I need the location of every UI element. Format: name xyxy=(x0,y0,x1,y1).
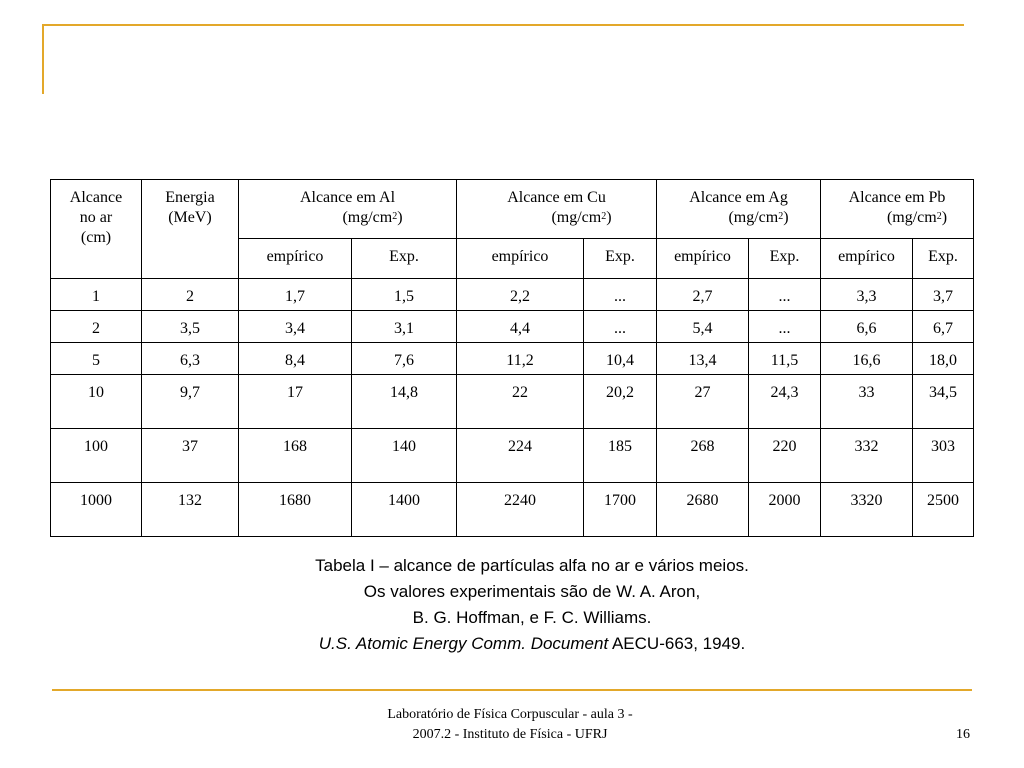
table-cell: 33 xyxy=(821,375,913,429)
table-cell: 185 xyxy=(584,429,657,483)
table-cell: 4,4 xyxy=(457,311,584,343)
subheader-cell: empírico xyxy=(657,239,749,279)
table-cell: 1000 xyxy=(51,483,142,537)
caption-line: Tabela I – alcance de partículas alfa no ar e vários meios. xyxy=(315,556,749,575)
table-cell: 1400 xyxy=(352,483,457,537)
table-cell: 140 xyxy=(352,429,457,483)
header-range-ag: Alcance em Ag $(mg/cm^2)$ xyxy=(657,180,821,239)
table-cell: 1,7 xyxy=(239,279,352,311)
table-cell: 6,7 xyxy=(913,311,974,343)
bottom-accent-line xyxy=(52,689,972,691)
table-cell: ... xyxy=(749,279,821,311)
subheader-cell: empírico xyxy=(457,239,584,279)
caption-document-title: U.S. Atomic Energy Comm. Document xyxy=(318,634,609,653)
subheader-cell: empírico xyxy=(821,239,913,279)
table-cell: 3,1 xyxy=(352,311,457,343)
table-cell: 3,7 xyxy=(913,279,974,311)
table-row xyxy=(51,375,974,429)
table-cell: 100 xyxy=(51,429,142,483)
slide-footer xyxy=(340,705,680,745)
table-cell: 268 xyxy=(657,429,749,483)
table-cell: 37 xyxy=(142,429,239,483)
table-cell: 24,3 xyxy=(749,375,821,429)
table-cell: 20,2 xyxy=(584,375,657,429)
table-cell: 1,5 xyxy=(352,279,457,311)
caption-line xyxy=(180,631,884,657)
table-cell: 17 xyxy=(239,375,352,429)
table-cell: 6,6 xyxy=(821,311,913,343)
table-cell: 1680 xyxy=(239,483,352,537)
table-row xyxy=(51,311,974,343)
footer-line: 2007.2 - Instituto de Física - UFRJ xyxy=(412,727,608,742)
header-range-cu: Alcance em Cu $(mg/cm^2)$ xyxy=(457,180,657,239)
header-range-al: Alcance em Al $(mg/cm^2)$ xyxy=(239,180,457,239)
table-cell: 9,7 xyxy=(142,375,239,429)
table-body xyxy=(51,279,974,537)
table-cell: 7,6 xyxy=(352,343,457,375)
table-cell: 3,4 xyxy=(239,311,352,343)
table-cell: 2,7 xyxy=(657,279,749,311)
subheader-cell: Exp. xyxy=(584,239,657,279)
table-cell: 1700 xyxy=(584,483,657,537)
table-cell: 132 xyxy=(142,483,239,537)
table-cell: 168 xyxy=(239,429,352,483)
table-row xyxy=(51,483,974,537)
table-cell: 224 xyxy=(457,429,584,483)
table-cell: ... xyxy=(584,279,657,311)
footer-line: Laboratório de Física Corpuscular - aula 3 - xyxy=(387,707,633,722)
table-cell: 16,6 xyxy=(821,343,913,375)
page-number: 16 xyxy=(956,727,970,742)
table-header-row xyxy=(51,180,974,239)
subheader-cell: Exp. xyxy=(352,239,457,279)
table-cell: 2000 xyxy=(749,483,821,537)
table-cell: 11,2 xyxy=(457,343,584,375)
table-row xyxy=(51,343,974,375)
table-caption xyxy=(180,553,884,657)
subheader-cell: empírico xyxy=(239,239,352,279)
table-cell: ... xyxy=(749,311,821,343)
table-cell: 3,5 xyxy=(142,311,239,343)
caption-document-ref: AECU-663, 1949. xyxy=(608,634,746,653)
table-cell: 3,3 xyxy=(821,279,913,311)
table-cell: 10,4 xyxy=(584,343,657,375)
header-range-air: Alcance no ar (cm) xyxy=(51,180,142,279)
table-cell: 2 xyxy=(51,311,142,343)
table-cell: ... xyxy=(584,311,657,343)
table-cell: 18,0 xyxy=(913,343,974,375)
table-cell: 5 xyxy=(51,343,142,375)
table-row xyxy=(51,279,974,311)
table-cell: 22 xyxy=(457,375,584,429)
table-cell: 2240 xyxy=(457,483,584,537)
table-cell: 34,5 xyxy=(913,375,974,429)
header-range-pb: Alcance em Pb $(mg/cm^2)$ xyxy=(821,180,974,239)
caption-line: B. G. Hoffman, e F. C. Williams. xyxy=(412,608,652,627)
table-cell: 13,4 xyxy=(657,343,749,375)
left-accent-line xyxy=(42,24,44,94)
table-cell: 2680 xyxy=(657,483,749,537)
table-cell: 5,4 xyxy=(657,311,749,343)
table-cell: 220 xyxy=(749,429,821,483)
subheader-cell: Exp. xyxy=(913,239,974,279)
table-cell: 8,4 xyxy=(239,343,352,375)
table-cell: 6,3 xyxy=(142,343,239,375)
header-energy: Energia (MeV) xyxy=(142,180,239,279)
top-accent-line xyxy=(42,24,964,26)
table-cell: 11,5 xyxy=(749,343,821,375)
caption-line: Os valores experimentais são de W. A. Aron, xyxy=(363,582,701,601)
table-cell: 14,8 xyxy=(352,375,457,429)
table-cell: 2,2 xyxy=(457,279,584,311)
table-cell: 2500 xyxy=(913,483,974,537)
table-cell: 3320 xyxy=(821,483,913,537)
table-cell: 2 xyxy=(142,279,239,311)
table-cell: 303 xyxy=(913,429,974,483)
table-cell: 1 xyxy=(51,279,142,311)
table-cell: 332 xyxy=(821,429,913,483)
alpha-range-table xyxy=(50,179,974,537)
table-cell: 10 xyxy=(51,375,142,429)
table-row xyxy=(51,429,974,483)
table-cell: 27 xyxy=(657,375,749,429)
subheader-cell: Exp. xyxy=(749,239,821,279)
